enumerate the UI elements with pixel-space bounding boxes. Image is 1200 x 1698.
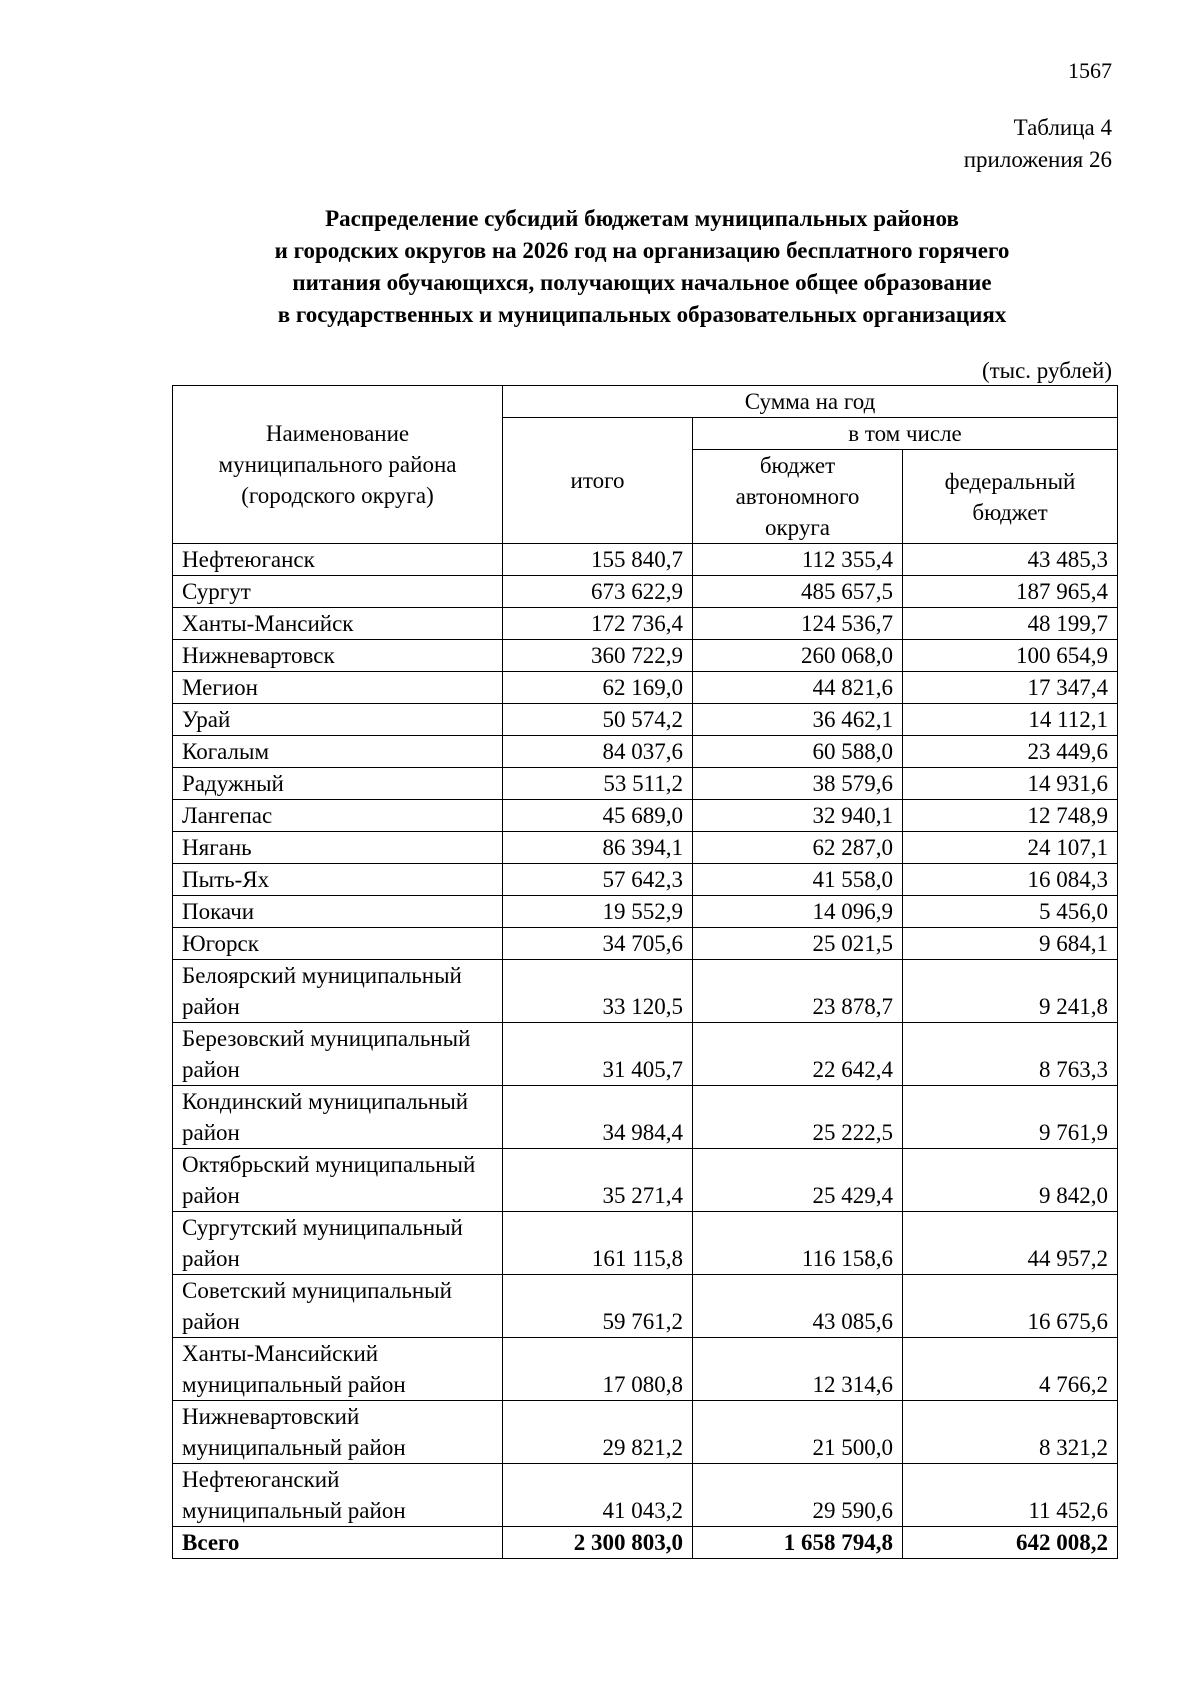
table-row <box>173 1464 1118 1527</box>
document-title <box>172 203 1112 331</box>
cell-name: Нягань <box>173 832 503 864</box>
cell-name: Мегион <box>173 672 503 704</box>
table-row <box>173 1338 1118 1401</box>
cell-federal-budget: 187 965,4 <box>903 576 1118 608</box>
table-row <box>173 640 1118 672</box>
cell-federal-budget: 14 931,6 <box>903 768 1118 800</box>
cell-name: Радужный <box>173 768 503 800</box>
cell-federal-budget: 4 766,2 <box>903 1338 1118 1401</box>
table-row <box>173 800 1118 832</box>
cell-total: 155 840,7 <box>503 544 693 576</box>
cell-total: 45 689,0 <box>503 800 693 832</box>
header-regional-budget: бюджет автономного округа <box>693 450 903 544</box>
cell-regional-budget: 25 429,4 <box>693 1149 903 1212</box>
cell-federal-budget: 5 456,0 <box>903 896 1118 928</box>
table-row <box>173 1401 1118 1464</box>
cell-federal-budget: 9 241,8 <box>903 960 1118 1023</box>
cell-total: 17 080,8 <box>503 1338 693 1401</box>
cell-regional-budget: 29 590,6 <box>693 1464 903 1527</box>
title-line: питания обучающихся, получающих начальное общее образование <box>292 270 992 295</box>
cell-total: 673 622,9 <box>503 576 693 608</box>
cell-total: 34 984,4 <box>503 1086 693 1149</box>
cell-regional-budget: 41 558,0 <box>693 864 903 896</box>
title-line: в государственных и муниципальных образовательных организациях <box>277 302 1007 327</box>
cell-federal-budget: 9 684,1 <box>903 928 1118 960</box>
cell-total: 2 300 803,0 <box>503 1527 693 1559</box>
table-reference <box>964 112 1112 176</box>
cell-total: 34 705,6 <box>503 928 693 960</box>
cell-total: 57 642,3 <box>503 864 693 896</box>
cell-federal-budget: 23 449,6 <box>903 736 1118 768</box>
cell-total: 360 722,9 <box>503 640 693 672</box>
cell-name: Октябрьский муниципальный район <box>173 1149 503 1212</box>
header-federal-budget: федеральный бюджет <box>903 450 1118 544</box>
cell-federal-budget: 642 008,2 <box>903 1527 1118 1559</box>
table-row <box>173 704 1118 736</box>
cell-regional-budget: 38 579,6 <box>693 768 903 800</box>
table-reference-line: Таблица 4 <box>1013 115 1112 140</box>
cell-name: Всего <box>173 1527 503 1559</box>
cell-regional-budget: 1 658 794,8 <box>693 1527 903 1559</box>
cell-name: Сургут <box>173 576 503 608</box>
cell-regional-budget: 25 222,5 <box>693 1086 903 1149</box>
cell-federal-budget: 24 107,1 <box>903 832 1118 864</box>
cell-regional-budget: 36 462,1 <box>693 704 903 736</box>
cell-federal-budget: 100 654,9 <box>903 640 1118 672</box>
table-row <box>173 960 1118 1023</box>
table-row <box>173 672 1118 704</box>
cell-name: Березовский муниципальный район <box>173 1023 503 1086</box>
cell-total: 59 761,2 <box>503 1275 693 1338</box>
cell-federal-budget: 14 112,1 <box>903 704 1118 736</box>
table-row <box>173 1086 1118 1149</box>
cell-name: Советский муниципальный район <box>173 1275 503 1338</box>
cell-federal-budget: 17 347,4 <box>903 672 1118 704</box>
table-row <box>173 1023 1118 1086</box>
cell-federal-budget: 9 761,9 <box>903 1086 1118 1149</box>
cell-federal-budget: 48 199,7 <box>903 608 1118 640</box>
cell-regional-budget: 60 588,0 <box>693 736 903 768</box>
subsidy-table <box>172 385 1118 1559</box>
cell-name: Нефтеюганск <box>173 544 503 576</box>
cell-total: 31 405,7 <box>503 1023 693 1086</box>
cell-name: Урай <box>173 704 503 736</box>
cell-total: 172 736,4 <box>503 608 693 640</box>
cell-total: 84 037,6 <box>503 736 693 768</box>
cell-total: 161 115,8 <box>503 1212 693 1275</box>
cell-regional-budget: 12 314,6 <box>693 1338 903 1401</box>
cell-total: 29 821,2 <box>503 1401 693 1464</box>
table-row <box>173 1212 1118 1275</box>
cell-regional-budget: 124 536,7 <box>693 608 903 640</box>
header-including: в том числе <box>693 418 1118 450</box>
cell-regional-budget: 62 287,0 <box>693 832 903 864</box>
cell-total: 53 511,2 <box>503 768 693 800</box>
table-row <box>173 608 1118 640</box>
cell-total: 41 043,2 <box>503 1464 693 1527</box>
cell-total: 33 120,5 <box>503 960 693 1023</box>
cell-name: Нижневартовский муниципальный район <box>173 1401 503 1464</box>
table-row <box>173 768 1118 800</box>
table-row <box>173 576 1118 608</box>
cell-regional-budget: 25 021,5 <box>693 928 903 960</box>
table-body <box>173 544 1118 1559</box>
table-row <box>173 1149 1118 1212</box>
table-row <box>173 544 1118 576</box>
cell-federal-budget: 44 957,2 <box>903 1212 1118 1275</box>
table-row <box>173 832 1118 864</box>
cell-name: Ханты-Мансийский муниципальный район <box>173 1338 503 1401</box>
header-total: итого <box>503 418 693 544</box>
cell-total: 62 169,0 <box>503 672 693 704</box>
table-row <box>173 1275 1118 1338</box>
cell-name: Кондинский муниципальный район <box>173 1086 503 1149</box>
table-row <box>173 864 1118 896</box>
total-row <box>173 1527 1118 1559</box>
cell-total: 50 574,2 <box>503 704 693 736</box>
cell-federal-budget: 16 675,6 <box>903 1275 1118 1338</box>
table-row <box>173 928 1118 960</box>
cell-regional-budget: 44 821,6 <box>693 672 903 704</box>
cell-regional-budget: 14 096,9 <box>693 896 903 928</box>
cell-regional-budget: 32 940,1 <box>693 800 903 832</box>
cell-federal-budget: 9 842,0 <box>903 1149 1118 1212</box>
cell-federal-budget: 8 321,2 <box>903 1401 1118 1464</box>
header-sum: Сумма на год <box>503 386 1118 418</box>
cell-name: Лангепас <box>173 800 503 832</box>
cell-total: 86 394,1 <box>503 832 693 864</box>
cell-federal-budget: 16 084,3 <box>903 864 1118 896</box>
cell-regional-budget: 21 500,0 <box>693 1401 903 1464</box>
cell-federal-budget: 12 748,9 <box>903 800 1118 832</box>
cell-federal-budget: 43 485,3 <box>903 544 1118 576</box>
page-number: 1567 <box>1068 58 1112 83</box>
table-row <box>173 896 1118 928</box>
table-reference-line: приложения 26 <box>963 147 1112 172</box>
cell-federal-budget: 11 452,6 <box>903 1464 1118 1527</box>
cell-name: Когалым <box>173 736 503 768</box>
title-line: и городских округов на 2026 год на организацию бесплатного горячего <box>274 238 1010 263</box>
cell-regional-budget: 43 085,6 <box>693 1275 903 1338</box>
unit-label: (тыс. рублей) <box>981 358 1112 383</box>
cell-regional-budget: 485 657,5 <box>693 576 903 608</box>
cell-name: Нижневартовск <box>173 640 503 672</box>
cell-name: Пыть-Ях <box>173 864 503 896</box>
cell-regional-budget: 116 158,6 <box>693 1212 903 1275</box>
cell-regional-budget: 112 355,4 <box>693 544 903 576</box>
cell-regional-budget: 22 642,4 <box>693 1023 903 1086</box>
cell-name: Ханты-Мансийск <box>173 608 503 640</box>
cell-name: Нефтеюганский муниципальный район <box>173 1464 503 1527</box>
cell-name: Покачи <box>173 896 503 928</box>
cell-name: Югорск <box>173 928 503 960</box>
cell-name: Сургутский муниципальный район <box>173 1212 503 1275</box>
header-name: Наименование муниципального района (городского округа) <box>173 386 503 544</box>
table-row <box>173 736 1118 768</box>
cell-total: 19 552,9 <box>503 896 693 928</box>
cell-name: Белоярский муниципальный район <box>173 960 503 1023</box>
cell-total: 35 271,4 <box>503 1149 693 1212</box>
cell-regional-budget: 23 878,7 <box>693 960 903 1023</box>
title-line: Распределение субсидий бюджетам муниципальных районов <box>325 206 959 231</box>
cell-regional-budget: 260 068,0 <box>693 640 903 672</box>
cell-federal-budget: 8 763,3 <box>903 1023 1118 1086</box>
